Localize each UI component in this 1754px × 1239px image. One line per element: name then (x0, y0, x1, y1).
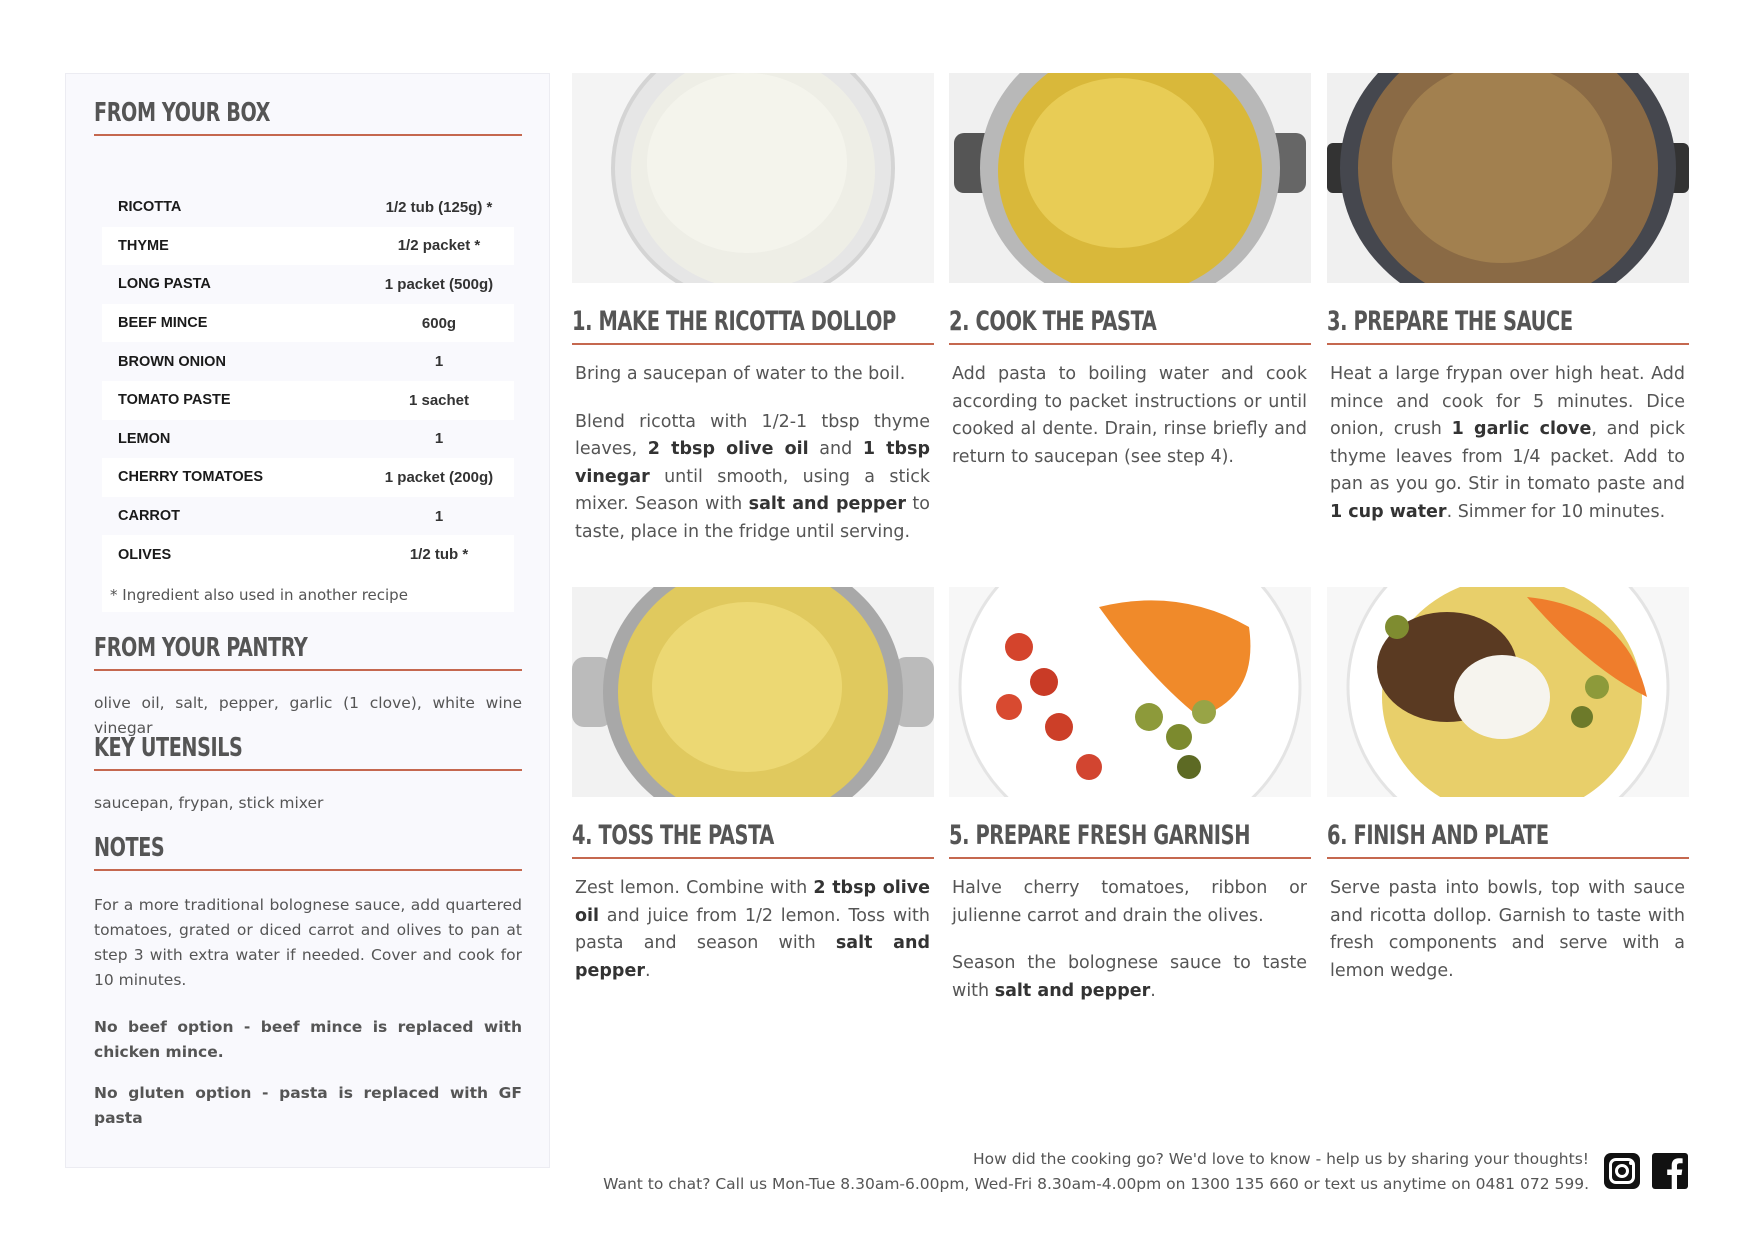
pantry-text: olive oil, salt, pepper, garlic (1 clove), white wine vinegar (94, 694, 522, 737)
step-5-photo (949, 587, 1311, 797)
ingredient-row (102, 497, 514, 536)
step-text: . Simmer for 10 minutes. (1446, 501, 1666, 522)
step-6-photo (1327, 587, 1689, 797)
instagram-icon[interactable] (1604, 1153, 1640, 1189)
ingredients-panel (65, 73, 550, 1168)
emphasis-text: salt and pepper (994, 980, 1151, 1001)
ingredient-quantity: 1 packet (500g) (384, 275, 494, 293)
step-text: Zest lemon. Combine with (575, 878, 814, 898)
step-paragraph (1330, 875, 1685, 985)
ingredient-footnote: * Ingredient also used in another recipe (102, 574, 514, 612)
no-gluten-option: No gluten option - pasta is replaced with GF pasta (94, 1084, 522, 1127)
ingredient-quantity: 1 packet (200g) (384, 468, 494, 486)
ingredient-name: RICOTTA (118, 199, 182, 216)
ingredient-quantity: 1 (434, 507, 444, 525)
step-text: . (1150, 980, 1156, 1001)
ingredient-quantity: 1/2 tub * (409, 546, 469, 564)
step-text: Blend ricotta with 1/2-1 tbsp thyme leaves, (575, 411, 930, 459)
from-your-box-title: FROM YOUR BOX (94, 98, 271, 128)
ingredient-row (102, 535, 514, 574)
step-2-photo (949, 73, 1311, 283)
emphasis-text: 1 garlic clove (1451, 419, 1592, 439)
step-paragraph (1330, 361, 1685, 526)
section-divider (94, 669, 522, 671)
step-text: and (808, 439, 863, 459)
emphasis-text: salt and pepper (748, 494, 906, 514)
step-4-title: 4. TOSS THE PASTA (572, 820, 774, 851)
step-paragraph (952, 361, 1307, 471)
step-4-body (572, 859, 934, 985)
ingredient-name: BEEF MINCE (118, 315, 208, 332)
step-paragraph (575, 361, 930, 389)
ingredient-name: BROWN ONION (118, 353, 226, 370)
section-divider (94, 869, 522, 871)
ingredient-quantity: 1/2 tub (125g) * (385, 198, 493, 216)
emphasis-text: salt and pepper (575, 933, 930, 981)
ingredient-row (102, 342, 514, 381)
key-utensils-title: KEY UTENSILS (94, 733, 243, 763)
step-paragraph (575, 409, 930, 547)
feedback-line: How did the cooking go? We'd love to know - help us by sharing your thoughts! (972, 1150, 1589, 1168)
emphasis-text: 2 tbsp olive oil (647, 439, 809, 459)
step-6-title: 6. FINISH AND PLATE (1327, 820, 1549, 851)
ingredient-name: TOMATO PASTE (118, 392, 231, 409)
step-2 (949, 73, 1311, 491)
step-3-title: 3. PREPARE THE SAUCE (1327, 306, 1573, 337)
step-1 (572, 73, 934, 566)
ingredient-row (102, 420, 514, 459)
step-text: Season the bolognese sauce to taste with (952, 953, 1307, 1001)
step-3-photo (1327, 73, 1689, 283)
step-5-body (949, 859, 1311, 1005)
step-text: Halve cherry tomatoes, ribbon or julienne carrot and drain the olives. (952, 878, 1307, 926)
ingredient-row (102, 381, 514, 420)
ingredient-quantity: 1/2 packet * (397, 237, 481, 255)
step-3 (1327, 73, 1689, 546)
step-4 (572, 587, 934, 1005)
step-5 (949, 587, 1311, 1025)
step-text: and juice from 1/2 lemon. Toss with pasta and season with (575, 905, 930, 953)
from-your-pantry-title: FROM YOUR PANTRY (94, 633, 308, 663)
utensils-text: saucepan, frypan, stick mixer (94, 794, 324, 812)
ingredient-row (102, 304, 514, 343)
step-2-body (949, 345, 1311, 471)
step-2-title: 2. COOK THE PASTA (949, 306, 1157, 337)
step-text: Bring a saucepan of water to the boil. (575, 364, 906, 384)
emphasis-text: 1 tbsp vinegar (575, 439, 931, 487)
ingredient-name: THYME (118, 237, 169, 254)
emphasis-text: 2 tbsp olive oil (575, 878, 931, 926)
ingredient-row (102, 458, 514, 497)
contact-line: Want to chat? Call us Mon-Tue 8.30am-6.00pm, Wed-Fri 8.30am-4.00pm on 1300 135 660 or text us anytime on 0481 072 599. (603, 1175, 1589, 1193)
ingredient-name: OLIVES (118, 546, 172, 563)
step-text: Heat a large frypan over high heat. Add mince and cook for 5 minutes. Dice onion, crush (1330, 364, 1685, 439)
step-text: until smooth, using a stick mixer. Season with (575, 466, 930, 514)
notes-text: For a more traditional bolognese sauce, add quartered tomatoes, grated or diced carrot and olives to pan at step 3 with extra water if needed. Cover and cook for 10 minutes. (94, 896, 522, 989)
ingredient-quantity: 1 (434, 430, 444, 448)
ingredients-table (102, 188, 514, 574)
ingredient-quantity: 1 sachet (408, 391, 470, 409)
ingredient-name: LONG PASTA (118, 276, 211, 293)
section-divider (94, 769, 522, 771)
ingredient-name: CARROT (118, 508, 181, 525)
step-paragraph (952, 875, 1307, 930)
step-6-body (1327, 859, 1689, 985)
step-1-title: 1. MAKE THE RICOTTA DOLLOP (572, 306, 896, 337)
step-text: . (644, 960, 651, 981)
step-text: Serve pasta into bowls, top with sauce and ricotta dollop. Garnish to taste with fresh components and serve with a lemon wedge. (1330, 878, 1685, 981)
step-paragraph (575, 875, 930, 985)
footer (603, 1147, 1589, 1197)
step-1-photo (572, 73, 934, 283)
ingredient-name: LEMON (118, 430, 171, 447)
ingredient-quantity: 600g (421, 314, 457, 332)
step-paragraph (952, 950, 1307, 1005)
ingredient-row (102, 188, 514, 227)
step-6 (1327, 587, 1689, 1005)
notes-title: NOTES (94, 833, 165, 863)
ingredient-quantity: 1 (434, 353, 444, 371)
ingredient-row (102, 265, 514, 304)
emphasis-text: 1 cup water (1330, 501, 1447, 522)
step-text: , and pick thyme leaves from 1/4 packet. Add to pan as you go. Stir in tomato paste and (1330, 419, 1686, 494)
ingredient-name: CHERRY TOMATOES (118, 469, 264, 486)
step-text: Add pasta to boiling water and cook according to packet instructions or until cooked al dente. Drain, rinse briefly and return to saucepan (see step 4). (952, 364, 1307, 467)
facebook-icon[interactable] (1652, 1153, 1688, 1189)
step-1-body (572, 345, 934, 546)
step-5-title: 5. PREPARE FRESH GARNISH (949, 820, 1251, 851)
section-divider (94, 134, 522, 136)
ingredient-row (102, 227, 514, 266)
step-4-photo (572, 587, 934, 797)
step-text: to taste, place in the fridge until serving. (575, 494, 930, 542)
step-3-body (1327, 345, 1689, 526)
no-beef-option: No beef option - beef mince is replaced with chicken mince. (94, 1018, 522, 1061)
